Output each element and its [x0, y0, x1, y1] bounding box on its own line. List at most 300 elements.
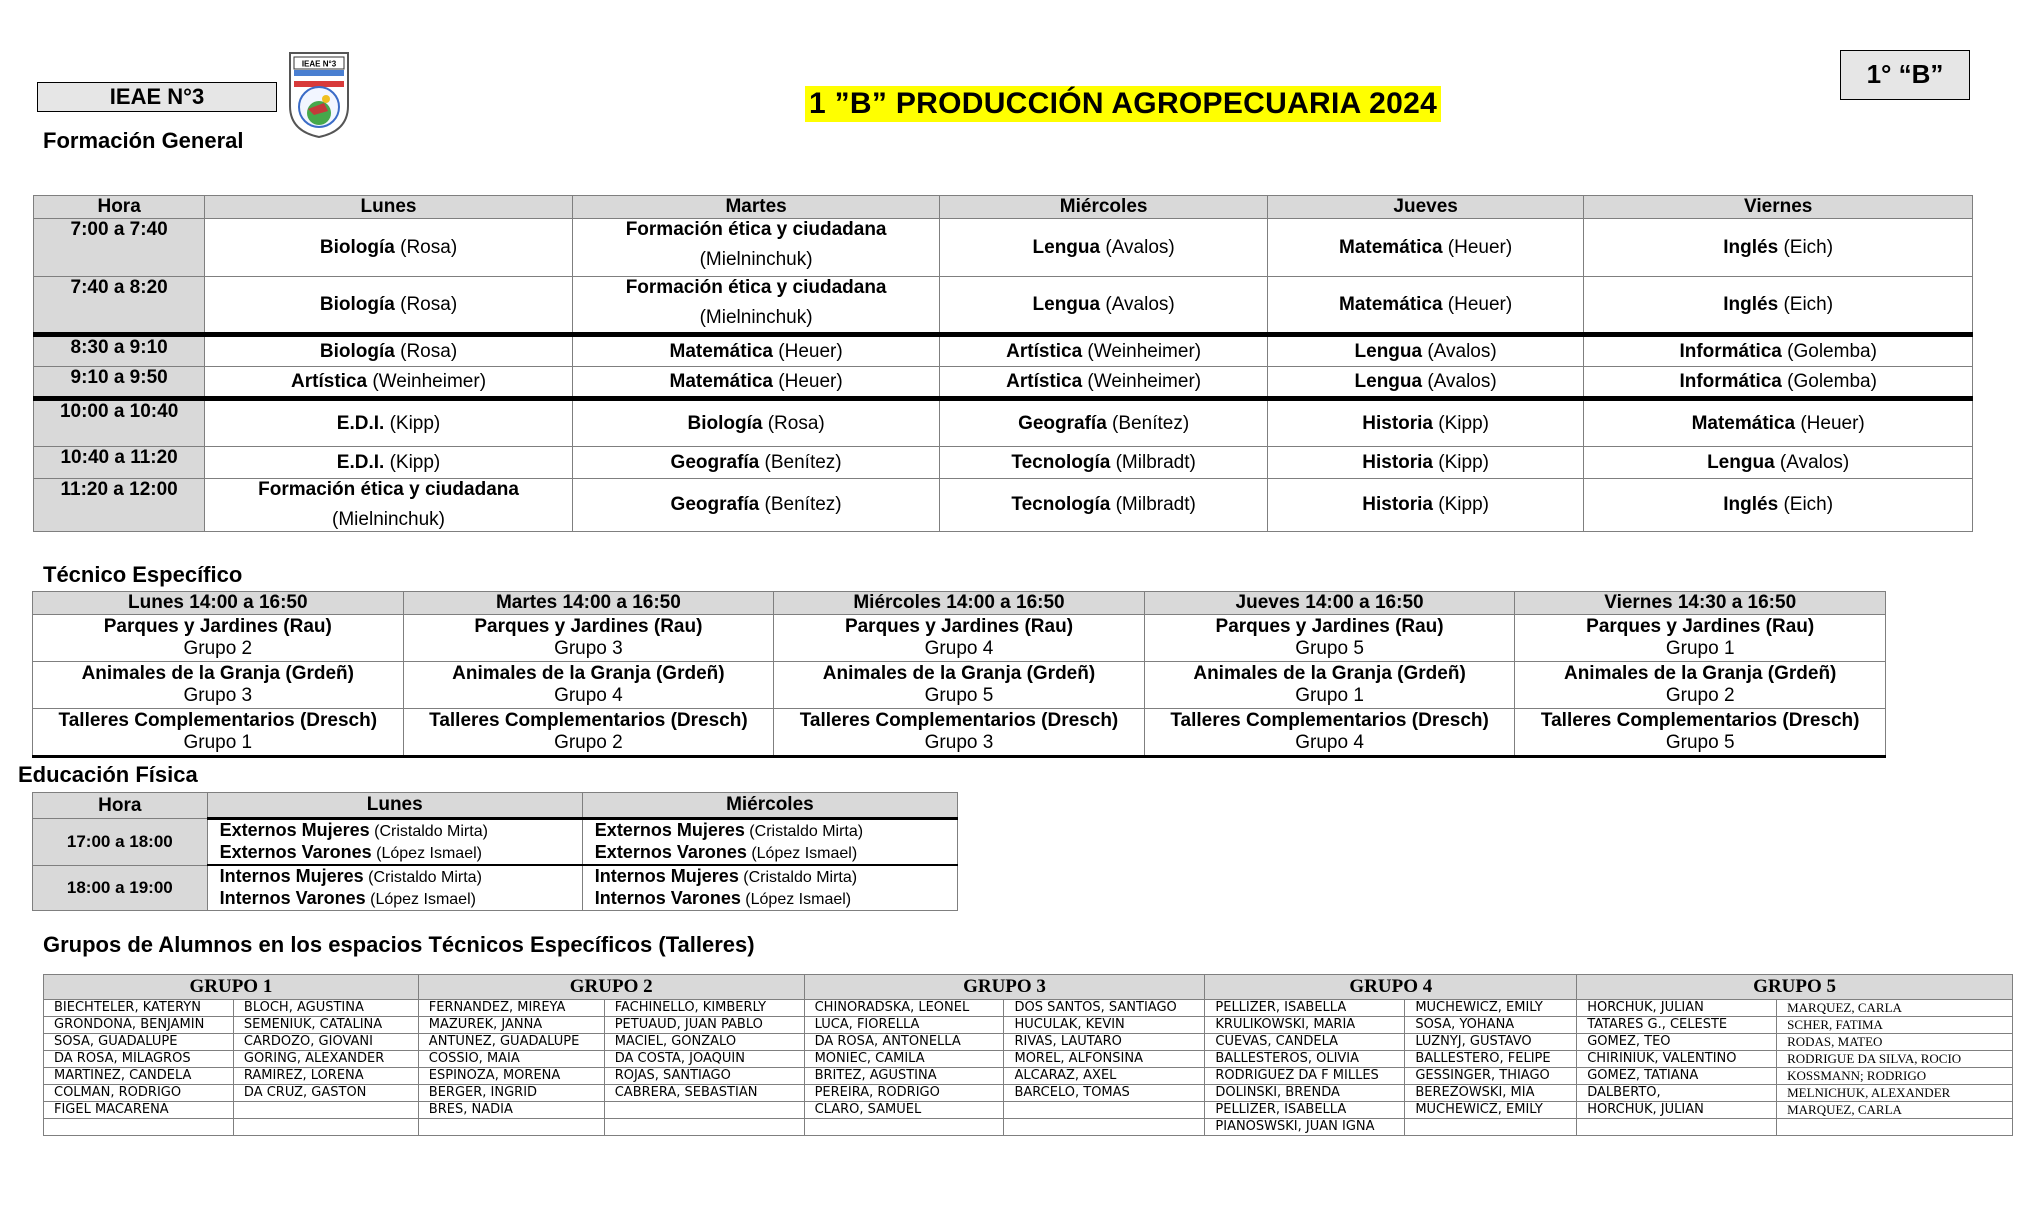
subject-name: E.D.I. — [336, 412, 385, 434]
student-name: MOREL, ALFONSINA — [1004, 1051, 1205, 1068]
time-slot: 10:00 a 10:40 — [34, 399, 205, 447]
workshop-row — [33, 662, 1886, 709]
col-header-grupo-5: GRUPO 5 — [1577, 975, 2013, 1000]
time-slot: 7:40 a 8:20 — [34, 277, 205, 335]
student-name: BIECHTELER, KATERYN — [44, 1000, 234, 1017]
ef-teacher-name: (Cristaldo Mirta) — [744, 823, 864, 840]
student-name: LUZNYJ, GUSTAVO — [1405, 1034, 1577, 1051]
col-header-ef-lunes: Lunes — [207, 793, 582, 819]
col-header-tec-lunes: Lunes 14:00 a 16:50 — [33, 592, 404, 615]
teacher-name: (Golemba) — [1781, 340, 1877, 362]
ef-teacher-name: (Cristaldo Mirta) — [738, 869, 858, 886]
ef-time-slot: 17:00 a 18:00 — [33, 819, 208, 866]
student-name: PELLIZER, ISABELLA — [1205, 1000, 1405, 1017]
student-name: MOÑIEC, CAMILA — [804, 1051, 1004, 1068]
school-logo — [288, 51, 350, 139]
class-cell — [940, 219, 1268, 277]
ef-line — [595, 866, 957, 888]
student-name — [233, 1102, 418, 1119]
teacher-name: (Weinheimer) — [367, 370, 487, 392]
teacher-name: (Kipp) — [1433, 494, 1489, 515]
student-name: BLOCH, AGUSTINA — [233, 1000, 418, 1017]
schedule-row — [34, 219, 1973, 277]
student-name: SOSA, YOHANA — [1405, 1017, 1577, 1034]
workshop-group: Grupo 1 — [183, 732, 253, 753]
student-row — [44, 1000, 2013, 1017]
student-row — [44, 1068, 2013, 1085]
student-name: SOSA, GUADALUPE — [44, 1034, 234, 1051]
teacher-name: (Eich) — [1778, 236, 1834, 258]
student-name — [804, 1119, 1004, 1136]
time-slot: 10:40 a 11:20 — [34, 447, 205, 479]
time-slot: 9:10 a 9:50 — [34, 367, 205, 399]
class-cell — [572, 447, 940, 479]
workshop-name: Talleres Complementarios (Dresch) — [58, 710, 378, 731]
workshop-name: Parques y Jardines (Rau) — [1215, 616, 1444, 637]
student-name — [44, 1119, 234, 1136]
teacher-name: (Avalos) — [1422, 370, 1497, 392]
subject-name: Biología — [319, 293, 395, 315]
student-row — [44, 1017, 2013, 1034]
student-name: RODRIGUEZ DA F MILLES — [1205, 1068, 1405, 1085]
student-name: LUCA, FIORELLA — [804, 1017, 1004, 1034]
student-name: PETUAUD, JUAN PABLO — [604, 1017, 804, 1034]
student-name: ESPINOZA, MORENA — [418, 1068, 604, 1085]
workshop-row — [33, 615, 1886, 662]
subject-name: Matemática — [669, 370, 773, 392]
student-name: CUEVAS, CANDELA — [1205, 1034, 1405, 1051]
teacher-name: (Eich) — [1778, 494, 1834, 515]
student-name: GESSINGER, THIAGO — [1405, 1068, 1577, 1085]
class-cell — [205, 399, 573, 447]
student-name: SEMEÑIUK, CATALINA — [233, 1017, 418, 1034]
workshop-name: Animales de la Granja (Grdeñ) — [452, 663, 725, 684]
teacher-name: (Heuer) — [773, 340, 843, 362]
section-title-ef: Educación Física — [18, 762, 198, 787]
teacher-name: (Rosa) — [394, 236, 458, 258]
workshop-group: Grupo 1 — [1295, 685, 1364, 706]
student-name: BALLESTERO, FELIPE — [1405, 1051, 1577, 1068]
student-name: CHIRINIUK, VALENTINO — [1577, 1051, 1777, 1068]
student-row — [44, 1034, 2013, 1051]
time-slot: 8:30 a 9:10 — [34, 335, 205, 367]
ef-header-row — [33, 793, 958, 819]
student-name: DOLINSKI, BRENDA — [1205, 1085, 1405, 1102]
subject-name: Lengua — [1032, 293, 1101, 315]
ef-group-name: Externos Mujeres — [219, 820, 370, 840]
workshop-name: Talleres Complementarios (Dresch) — [1170, 710, 1489, 731]
student-name: MARQUEZ, CARLA — [1777, 1102, 2013, 1119]
teacher-name: (Benítez) — [1106, 412, 1190, 434]
workshop-name: Parques y Jardines (Rau) — [1586, 616, 1815, 637]
class-cell — [1267, 277, 1583, 335]
time-slot: 7:00 a 7:40 — [34, 219, 205, 277]
class-cell — [940, 399, 1268, 447]
subject-name: Tecnología — [1011, 494, 1111, 515]
subject-name: Informática — [1679, 340, 1782, 362]
workshop-name: Parques y Jardines (Rau) — [474, 616, 703, 637]
col-header-ef-miercoles: Miércoles — [582, 793, 957, 819]
course-badge: 1° “B” — [1840, 50, 1970, 100]
student-name: MACIEL, GONZALO — [604, 1034, 804, 1051]
ef-group-name: Internos Varones — [594, 888, 741, 908]
schedule-row — [34, 277, 1973, 335]
class-cell — [1267, 219, 1583, 277]
student-name: KOSSMANN; RODRIGO — [1777, 1068, 2013, 1085]
subject-name: Geografía — [1018, 412, 1107, 434]
ef-group-name: Externos Varones — [594, 842, 747, 862]
student-name: BEREZOWSKI, MÍA — [1405, 1085, 1577, 1102]
student-name: ALCARAZ, AXEL — [1004, 1068, 1205, 1085]
school-name-box: IEAE N°3 — [37, 82, 277, 112]
student-name: ROJAS, SANTIAGO — [604, 1068, 804, 1085]
class-cell — [572, 479, 940, 532]
workshop-name: Parques y Jardines (Rau) — [103, 616, 332, 637]
student-name: ANTUNEZ, GUADALUPE — [418, 1034, 604, 1051]
schedule-row — [34, 335, 1973, 367]
student-name: CABRERA, SEBASTIÁN — [604, 1085, 804, 1102]
ef-group-name: Externos Mujeres — [594, 820, 745, 840]
schedule-row — [34, 367, 1973, 399]
logo-text: IEAE N°3 — [301, 59, 337, 69]
workshop-name: Talleres Complementarios (Dresch) — [1540, 710, 1860, 731]
workshop-cell — [774, 615, 1145, 662]
student-name: COLMÁN, RODRIGO — [44, 1085, 234, 1102]
workshop-group: Grupo 4 — [924, 638, 994, 659]
teacher-name: (Kipp) — [1433, 412, 1489, 434]
student-name: BRITEZ, AGUSTINA — [804, 1068, 1004, 1085]
workshop-group: Grupo 4 — [554, 685, 623, 706]
workshop-cell — [403, 662, 774, 709]
subject-name: Formación ética y ciudadana — [625, 219, 887, 240]
student-name: GOMEZ, TATIANA — [1577, 1068, 1777, 1085]
teacher-name: (Rosa) — [394, 293, 458, 315]
teacher-name: (Benítez) — [759, 451, 842, 473]
workshop-cell — [33, 662, 404, 709]
general-header-row — [34, 196, 1973, 219]
student-name: PEREIRA, RODRIGO — [804, 1085, 1004, 1102]
student-name — [1004, 1119, 1205, 1136]
subject-name: Matemática — [669, 340, 773, 362]
workshop-name: Talleres Complementarios (Dresch) — [799, 710, 1119, 731]
student-name — [1405, 1119, 1577, 1136]
student-name: TATARES G., CELESTE — [1577, 1017, 1777, 1034]
teacher-name: (Eich) — [1778, 293, 1834, 315]
workshop-cell — [1515, 615, 1886, 662]
student-name — [418, 1119, 604, 1136]
student-row — [44, 1085, 2013, 1102]
class-cell — [1267, 367, 1583, 399]
class-cell — [940, 367, 1268, 399]
class-cell — [940, 335, 1268, 367]
workshop-cell — [1144, 615, 1515, 662]
teacher-name: (Heuer) — [773, 370, 843, 392]
teacher-name: (Heuer) — [1442, 236, 1513, 258]
student-name: DA ROSA, MILAGROS — [44, 1051, 234, 1068]
student-name — [604, 1119, 804, 1136]
workshop-group: Grupo 2 — [183, 638, 253, 659]
class-cell — [1267, 479, 1583, 532]
student-name: DA ROSA, ANTONELLA — [804, 1034, 1004, 1051]
workshop-group: Grupo 5 — [924, 685, 994, 706]
student-name: FIGEL MACARENA — [44, 1102, 234, 1119]
class-cell — [940, 447, 1268, 479]
class-cell — [572, 367, 940, 399]
class-cell — [572, 277, 940, 335]
student-name: CHINORADSKA, LEONEL — [804, 1000, 1004, 1017]
class-cell — [572, 219, 940, 277]
workshop-name: Animales de la Granja (Grdeñ) — [1193, 663, 1466, 684]
teacher-name: (Heuer) — [1795, 412, 1865, 434]
col-header-grupo-1: GRUPO 1 — [44, 975, 419, 1000]
teacher-name: (Mielninchuk) — [699, 249, 813, 270]
physical-education-table — [32, 792, 958, 911]
col-header-tec-jueves: Jueves 14:00 a 16:50 — [1144, 592, 1515, 615]
workshop-cell — [774, 709, 1145, 757]
ef-cell-miercoles — [582, 819, 957, 866]
student-name: GRONDONA, BENJAMÍN — [44, 1017, 234, 1034]
student-name: FERNANDEZ, MIREYA — [418, 1000, 604, 1017]
class-cell — [572, 399, 940, 447]
schedule-row — [34, 447, 1973, 479]
col-header-ef-hora: Hora — [33, 793, 208, 819]
subject-name: Lengua — [1707, 451, 1775, 473]
ef-teacher-name: (López Ismael) — [746, 845, 858, 862]
workshop-name: Talleres Complementarios (Dresch) — [429, 710, 748, 731]
student-row — [44, 1051, 2013, 1068]
section-title-tecnico: Técnico Específico — [43, 562, 243, 587]
workshop-name: Animales de la Granja (Grdeñ) — [822, 663, 1096, 684]
ef-line — [220, 888, 582, 910]
student-name: PIANOSWSKI, JUAN IGNA — [1205, 1119, 1405, 1136]
technical-header-row — [33, 592, 1886, 615]
student-name: MUCHEWICZ, EMILY — [1405, 1000, 1577, 1017]
student-name: KRULIKOWSKI, MARÍA — [1205, 1017, 1405, 1034]
student-name: HORCHUK, JULIAN — [1577, 1000, 1777, 1017]
col-header-tec-viernes: Viernes 14:30 a 16:50 — [1515, 592, 1886, 615]
col-header-tec-martes: Martes 14:00 a 16:50 — [403, 592, 774, 615]
subject-name: Inglés — [1723, 236, 1779, 258]
schedule-row — [34, 479, 1973, 532]
ef-line — [595, 820, 957, 842]
col-header-viernes: Viernes — [1584, 196, 1973, 219]
subject-name: Formación ética y ciudadana — [258, 479, 519, 500]
subject-name: Tecnología — [1011, 451, 1111, 473]
student-name: COSSIO, MAIA — [418, 1051, 604, 1068]
class-cell — [1584, 367, 1973, 399]
class-cell — [205, 335, 573, 367]
subject-name: Lengua — [1354, 340, 1423, 362]
ef-line — [220, 842, 582, 864]
schedule-row — [34, 399, 1973, 447]
student-groups-table — [43, 974, 2013, 1136]
ef-cell-miercoles — [582, 865, 957, 911]
col-header-hora: Hora — [34, 196, 205, 219]
subject-name: Informática — [1679, 370, 1782, 392]
student-name: RIVAS, LAUTARO — [1004, 1034, 1205, 1051]
student-name: CLARO, SAMUEL — [804, 1102, 1004, 1119]
teacher-name: (Weinheimer) — [1082, 340, 1202, 362]
class-cell — [1584, 399, 1973, 447]
workshop-cell — [33, 615, 404, 662]
subject-name: Historia — [1362, 451, 1433, 473]
workshop-name: Animales de la Granja (Grdeñ) — [81, 663, 354, 684]
workshop-cell — [403, 709, 774, 757]
student-row — [44, 1119, 2013, 1136]
workshop-group: Grupo 1 — [1665, 638, 1735, 659]
teacher-name: (Milbradt) — [1110, 494, 1196, 515]
teacher-name: (Heuer) — [1442, 293, 1513, 315]
page-title: 1 ”B” PRODUCCIÓN AGROPECUARIA 2024 — [805, 86, 1441, 122]
subject-name: Lengua — [1032, 236, 1101, 258]
student-name: MUCHEWICZ, EMILY — [1405, 1102, 1577, 1119]
ef-row — [33, 819, 958, 866]
workshop-name: Animales de la Granja (Grdeñ) — [1563, 663, 1837, 684]
student-name: MELNICHUK, ALEXANDER — [1777, 1085, 2013, 1102]
subject-name: Matemática — [1691, 412, 1796, 434]
teacher-name: (Milbradt) — [1110, 451, 1196, 473]
groups-header-row — [44, 975, 2013, 1000]
teacher-name: (Kipp) — [1433, 451, 1489, 473]
subject-name: Artística — [291, 370, 368, 392]
subject-name: Biología — [687, 412, 763, 434]
ef-teacher-name: (López Ismael) — [371, 845, 482, 862]
class-cell — [1267, 335, 1583, 367]
student-name — [1777, 1119, 2013, 1136]
teacher-name: (Avalos) — [1100, 236, 1175, 258]
ef-group-name: Internos Mujeres — [219, 866, 364, 886]
teacher-name: (Benítez) — [759, 494, 842, 515]
ef-teacher-name: (Cristaldo Mirta) — [363, 869, 482, 886]
teacher-name: (Avalos) — [1774, 451, 1850, 473]
class-cell — [1584, 447, 1973, 479]
student-name — [1004, 1102, 1205, 1119]
class-cell — [1267, 399, 1583, 447]
workshop-cell — [774, 662, 1145, 709]
class-cell — [1584, 219, 1973, 277]
ef-line — [595, 888, 957, 910]
teacher-name: (Kipp) — [384, 412, 441, 434]
workshop-group: Grupo 2 — [1665, 685, 1735, 706]
class-cell — [205, 219, 573, 277]
ef-line — [220, 866, 582, 888]
student-name: DOS SANTOS, SANTIAGO — [1004, 1000, 1205, 1017]
workshop-cell — [1515, 709, 1886, 757]
col-header-martes: Martes — [572, 196, 940, 219]
ef-teacher-name: (López Ismael) — [740, 891, 852, 908]
student-name: BRES, NADIA — [418, 1102, 604, 1119]
student-name: FACHINELLO, KIMBERLY — [604, 1000, 804, 1017]
class-cell — [1584, 479, 1973, 532]
teacher-name: (Mielninchuk) — [332, 509, 446, 530]
teacher-name: (Weinheimer) — [1082, 370, 1202, 392]
student-name: BARCELO, TOMÁS — [1004, 1085, 1205, 1102]
workshop-group: Grupo 3 — [924, 732, 994, 753]
workshop-cell — [1144, 662, 1515, 709]
subject-name: Lengua — [1354, 370, 1423, 392]
student-row — [44, 1102, 2013, 1119]
student-name — [604, 1102, 804, 1119]
ef-cell-lunes — [207, 865, 582, 911]
class-cell — [1584, 277, 1973, 335]
section-title-general: Formación General — [43, 128, 244, 153]
class-cell — [1267, 447, 1583, 479]
student-name: RODAS, MATEO — [1777, 1034, 2013, 1051]
subject-name: Inglés — [1723, 293, 1779, 315]
class-cell — [1584, 335, 1973, 367]
workshop-group: Grupo 3 — [554, 638, 623, 659]
ef-row — [33, 865, 958, 911]
student-name: GOMEZ, TEO — [1577, 1034, 1777, 1051]
ef-group-name: Internos Varones — [219, 888, 366, 908]
student-name: RAMIREZ, LORENA — [233, 1068, 418, 1085]
col-header-grupo-3: GRUPO 3 — [804, 975, 1205, 1000]
subject-name: Matemática — [1339, 293, 1443, 315]
student-name: MAZUREK, JANNA — [418, 1017, 604, 1034]
technical-schedule-table — [32, 591, 1886, 758]
workshop-group: Grupo 5 — [1665, 732, 1735, 753]
teacher-name: (Avalos) — [1422, 340, 1497, 362]
student-name: BALLESTEROS, OLIVIA — [1205, 1051, 1405, 1068]
workshop-cell — [1144, 709, 1515, 757]
col-header-tec-miercoles: Miércoles 14:00 a 16:50 — [774, 592, 1145, 615]
teacher-name: (Rosa) — [762, 412, 825, 434]
teacher-name: (Kipp) — [384, 451, 441, 473]
ef-cell-lunes — [207, 819, 582, 866]
teacher-name: (Avalos) — [1100, 293, 1175, 315]
subject-name: Geografía — [670, 494, 760, 515]
workshop-group: Grupo 3 — [183, 685, 253, 706]
workshop-group: Grupo 4 — [1295, 732, 1364, 753]
subject-name: Biología — [319, 340, 395, 362]
student-name — [233, 1119, 418, 1136]
subject-name: Biología — [319, 236, 395, 258]
student-name: DA CRUZ, GASTÓN — [233, 1085, 418, 1102]
ef-line — [595, 842, 957, 864]
ef-teacher-name: (López Ismael) — [365, 891, 476, 908]
student-name: BERGER, INGRID — [418, 1085, 604, 1102]
teacher-name: (Rosa) — [394, 340, 458, 362]
ef-line — [220, 820, 582, 842]
subject-name: Geografía — [670, 451, 760, 473]
student-name: HUCULAK, KEVIN — [1004, 1017, 1205, 1034]
subject-name: Inglés — [1723, 494, 1779, 515]
class-cell — [940, 479, 1268, 532]
student-name: SCHER, FATIMA — [1777, 1017, 2013, 1034]
workshop-cell — [403, 615, 774, 662]
section-title-grupos: Grupos de Alumnos en los espacios Técnicos Específicos (Talleres) — [43, 932, 755, 957]
workshop-cell — [33, 709, 404, 757]
workshop-row — [33, 709, 1886, 757]
subject-name: Historia — [1362, 412, 1433, 434]
student-name: RODRIGUE DA SILVA, ROCIO — [1777, 1051, 2013, 1068]
subject-name: Matemática — [1339, 236, 1443, 258]
col-header-jueves: Jueves — [1267, 196, 1583, 219]
teacher-name: (Mielninchuk) — [699, 307, 813, 328]
subject-name: Artística — [1006, 340, 1083, 362]
workshop-cell — [1515, 662, 1886, 709]
class-cell — [205, 447, 573, 479]
student-name: DALBERTO, — [1577, 1085, 1777, 1102]
ef-time-slot: 18:00 a 19:00 — [33, 865, 208, 911]
class-cell — [940, 277, 1268, 335]
student-name — [1577, 1119, 1777, 1136]
subject-name: E.D.I. — [336, 451, 385, 473]
ef-teacher-name: (Cristaldo Mirta) — [369, 823, 488, 840]
class-cell — [205, 367, 573, 399]
class-cell — [205, 277, 573, 335]
student-name: GORING, ALEXANDER — [233, 1051, 418, 1068]
